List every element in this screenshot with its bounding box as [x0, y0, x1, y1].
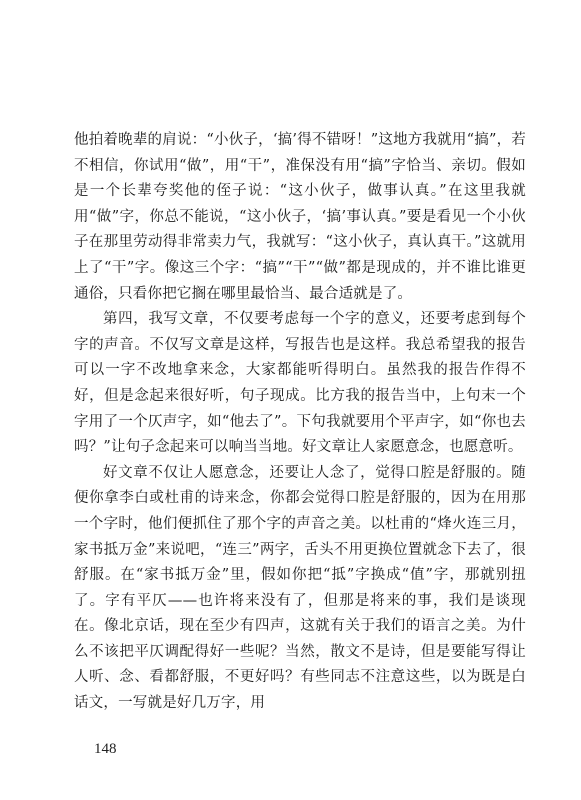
paragraph-1: 他拍着晚辈的肩说：“小伙子，‘搞’得不错呀！”这地方我就用“搞”，若不相信，你试用“做”，用“干”，准保没有用“搞”字恰当、亲切。假如是一个长辈夸奖他的侄子说：“这小伙子，做事认真。”在这里我就用“做”字，你总不能说，“这小伙子，‘搞’事认真。”要是看见一个小伙子在那里劳动得非常卖力气，我就写：“这小伙子，真认真干。”这就用上了“干”字。像这三个字：“搞”“干”“做”都是现成的，并不谁比谁更通俗，只看你把它搁在哪里最恰当、最合适就是了。	[74, 132, 526, 302]
page-number: 148	[94, 741, 117, 757]
page-body	[74, 128, 526, 717]
paragraph-2: 第四，我写文章，不仅要考虑每一个字的意义，还要考虑到每个字的声音。不仅写文章是这样，写报告也是这样。我总希望我的报告可以一字不改地拿来念，大家都能听得明白。虽然我的报告作得不好，但是念起来很好听，句子现成。比方我的报告当中，上句末一个字用了一个仄声字，如“他去了”。下句我就要用个平声字，如“你也去吗？”让句子念起来可以响当当地。好文章让人家愿意念，也愿意听。	[74, 311, 526, 456]
paragraph-3: 好文章不仅让人愿意念，还要让人念了，觉得口腔是舒服的。随便你拿李白或杜甫的诗来念，你都会觉得口腔是舒服的，因为在用那一个字时，他们便抓住了那个字的声音之美。以杜甫的“烽火连三月，家书抵万金”来说吧，“连三”两字，舌头不用更换位置就念下去了，很舒服。在“家书抵万金”里，假如你把“抵”字换成“值”字，那就别扭了。字有平仄——也许将来没有了，但那是将来的事，我们是谈现在。像北京话，现在至少有四声，这就有关于我们的语言之美。为什么不该把平仄调配得好一些呢？当然，散文不是诗，但是要能写得让人听、念、看都舒服，不更好吗？有些同志不注意这些，以为既是白话文，一写就是好几万字，用	[74, 464, 526, 712]
